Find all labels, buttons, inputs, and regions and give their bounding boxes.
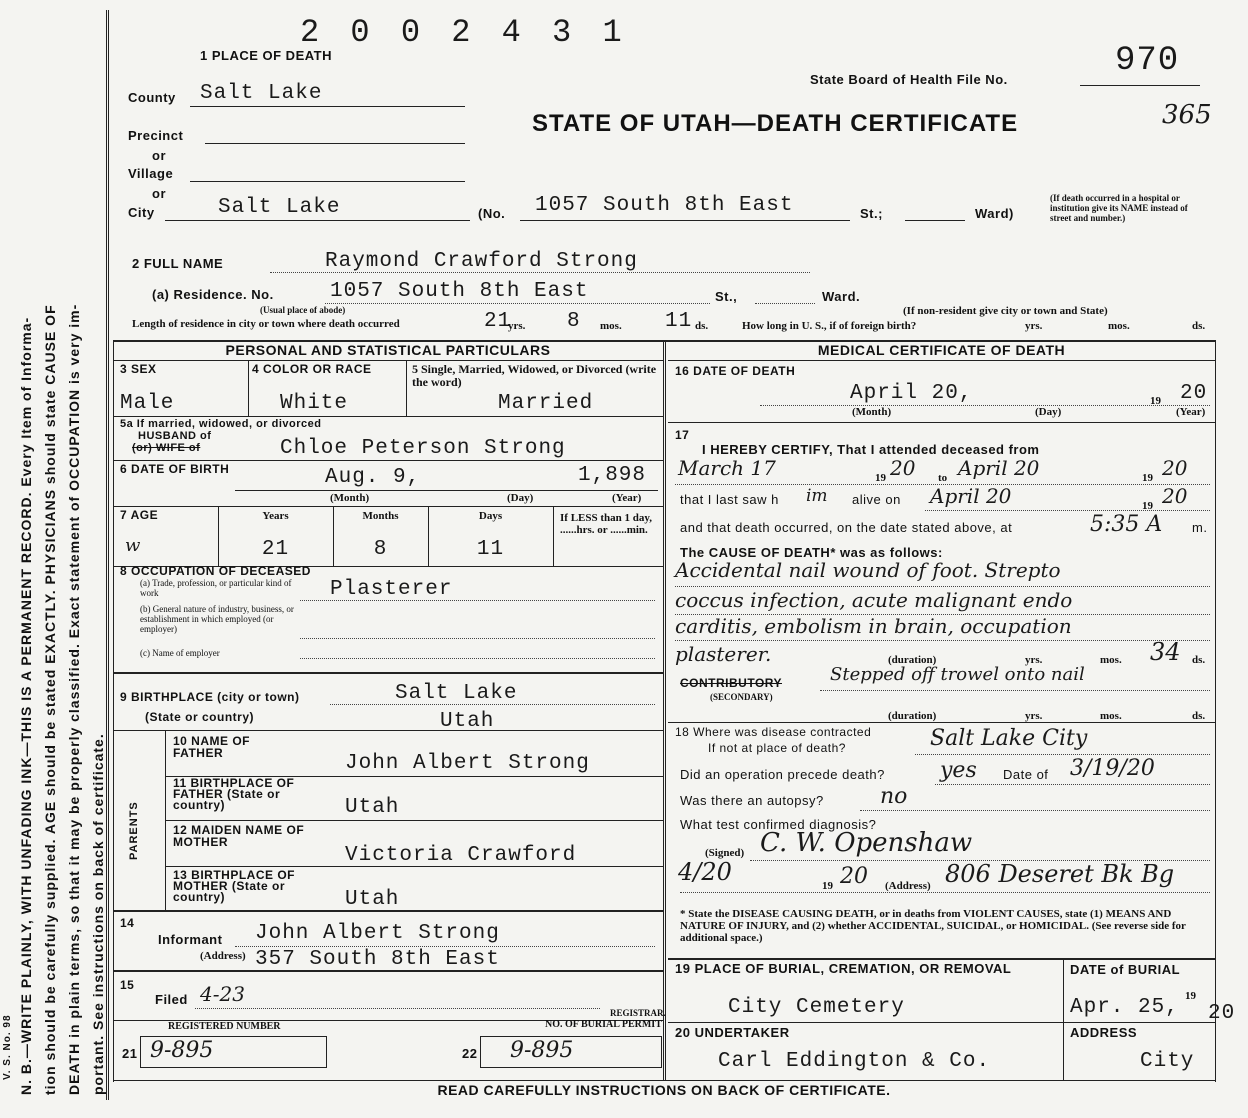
contracted-rule: [915, 754, 1210, 755]
row-sex-bottom: [113, 416, 663, 417]
sign-address-rule: [680, 892, 1210, 893]
length-of-residence-label: Length of residence in city or town where death occurred: [132, 318, 400, 330]
sex-divider: [248, 360, 249, 416]
street-no-label: (No.: [478, 206, 506, 221]
filed-no: 15: [120, 978, 135, 992]
row-informant-bottom: [113, 970, 663, 972]
occupation-value: Plasterer: [330, 578, 453, 601]
dob-year: 1,898: [578, 464, 647, 487]
or-label-1: or: [152, 148, 166, 163]
medical-section-title: MEDICAL CERTIFICATE OF DEATH: [817, 342, 1066, 358]
city-value: Salt Lake: [218, 196, 341, 219]
cause-rule-3: [675, 640, 1210, 641]
dod-day-cap: (Day): [1035, 406, 1062, 418]
age-years-value: 21: [261, 538, 290, 561]
marital-label: 5 Single, Married, Widowed, or Divorced (write the word): [412, 362, 657, 389]
spouse-label-2: HUSBAND of: [138, 430, 212, 442]
residence-years: 21: [484, 310, 512, 333]
marital-value: Married: [498, 392, 594, 415]
usual-abode-note: (Usual place of abode): [260, 305, 346, 315]
precinct-line: [205, 143, 465, 144]
city-line: [165, 220, 470, 221]
cause-label: The CAUSE OF DEATH* was as follows:: [680, 545, 943, 560]
age-days-label: Days: [478, 510, 503, 522]
alive-on-label: alive on: [852, 492, 901, 507]
duration-label-2: (duration): [888, 710, 937, 722]
from-date: March 17: [678, 456, 776, 480]
row-parents-bottom: [113, 910, 663, 912]
burial-date-value: Apr. 25,: [1070, 996, 1179, 1019]
grid-bottom: [113, 1080, 1215, 1081]
reg-22: 22: [462, 1046, 478, 1061]
occupation-line-b: [300, 638, 655, 639]
cause-line-2: coccus infection, acute malignant endo: [675, 588, 1073, 612]
birthplace-label: 9 BIRTHPLACE (city or town): [120, 690, 300, 704]
duration-yrs-2: yrs.: [1025, 710, 1043, 722]
duration-months-value: 34: [1150, 638, 1181, 666]
how-long-label: How long in U. S., if of foreign birth?: [742, 320, 917, 332]
row-birthplace-bottom: [113, 730, 663, 731]
birthplace-state-label: (State or country): [145, 710, 255, 724]
grid-right: [1215, 340, 1216, 1082]
filed-label: Filed: [155, 992, 188, 1007]
row-spouse-bottom: [113, 460, 663, 461]
mother-line: [165, 866, 663, 867]
undertaker-label: 20 UNDERTAKER: [675, 1025, 790, 1040]
informant-address-value: 357 South 8th East: [255, 948, 500, 971]
residence-months: 8: [567, 310, 581, 333]
burial-permit-value: 9-895: [510, 1038, 574, 1063]
mother-value: Victoria Crawford: [345, 844, 577, 867]
father-bp-line: [165, 820, 663, 821]
residence-days: 11: [665, 310, 693, 333]
age-div-4: [553, 506, 554, 566]
city-label: City: [128, 205, 155, 220]
stamp-number: 2 0 0 2 4 3 1: [300, 14, 628, 51]
registrar-label: REGISTRAR.: [610, 1008, 666, 1018]
side-note-line-3: DEATH in plain terms, so that it may be properly classified. Exact statement of OCCUPATION is very im-: [66, 303, 82, 1095]
certify-label: I HEREBY CERTIFY, That I attended deceased from: [702, 442, 1040, 457]
age-label: 7 AGE: [120, 508, 159, 522]
father-value: John Albert Strong: [345, 752, 590, 775]
alive-year: 20: [1162, 484, 1188, 508]
ward-line: [905, 220, 965, 221]
item18-label: 18 Where was disease contracted: [675, 725, 872, 739]
occupation-b-label: (b) General nature of industry, business, or establishment in which employed (or employer): [140, 604, 294, 634]
informant-address-label: (Address): [200, 950, 246, 962]
dob-month-cap: (Month): [330, 492, 370, 504]
parents-label: PARENTS: [128, 801, 140, 860]
ds-label: ds.: [695, 320, 709, 332]
burial-date-19: 19: [1185, 990, 1196, 1002]
cause-rule-1: [675, 586, 1210, 587]
residence-ward: Ward.: [822, 289, 861, 304]
section-title-line-left: [113, 360, 663, 361]
operation-date-value: 3/19/20: [1070, 756, 1155, 781]
color-value: White: [280, 392, 349, 415]
item17-label: 17: [675, 428, 690, 442]
cause-footnote: * State the DISEASE CAUSING DEATH, or in deaths from VIOLENT CAUSES, state (1) MEANS AND NATURE OF INJURY, and (2) whether ACCIDENTAL, SUICIDAL, or HOMICIDAL. (See reverse side for additional space.): [680, 908, 1186, 944]
father-birthplace-value: Utah: [345, 796, 400, 819]
age-months-value: 8: [373, 538, 388, 561]
informant-value: John Albert Strong: [255, 922, 500, 945]
spouse-label-3: (or) WIFE of: [132, 442, 201, 454]
left-border: [106, 10, 109, 1100]
place-of-death-label: 1 PLACE OF DEATH: [200, 48, 332, 63]
father-birthplace-label: 11 BIRTHPLACE OF FATHER (State or country): [173, 776, 295, 812]
registered-number-value: 9-895: [150, 1038, 214, 1063]
secondary-label: (SECONDARY): [710, 692, 773, 702]
sex-label: 3 SEX: [120, 362, 157, 376]
dod-year-cap: (Year): [1176, 406, 1206, 418]
to-year: 20: [1162, 456, 1188, 480]
residence-line: [325, 303, 710, 304]
file-label: State Board of Health File No.: [810, 72, 1008, 87]
mother-birthplace-label: 13 BIRTHPLACE OF MOTHER (State or country): [173, 868, 296, 904]
time-m: m.: [1192, 520, 1208, 535]
birthplace-line: [330, 704, 655, 705]
age-days-value: 11: [476, 538, 505, 561]
residence-value: 1057 South 8th East: [330, 280, 589, 303]
certificate-title: STATE OF UTAH—DEATH CERTIFICATE: [532, 110, 1019, 137]
contracted-value: Salt Lake City: [930, 726, 1088, 751]
contributory-cause: Stepped off trowel onto nail: [830, 664, 1085, 685]
burial-date-year: 20: [1208, 1002, 1236, 1025]
or-label-2: or: [152, 186, 166, 201]
occupation-label: 8 OCCUPATION OF DECEASED: [120, 564, 311, 578]
last-saw-him: im: [806, 486, 828, 506]
sign-address: 806 Deseret Bk Bg: [945, 860, 1175, 888]
alive-line: [925, 510, 1210, 511]
mos-label: mos.: [600, 320, 622, 332]
reg-21: 21: [122, 1046, 138, 1061]
contributory-label: CONTRIBUTORY: [680, 676, 782, 690]
operation-rule: [935, 784, 1210, 785]
street-st-label: St.;: [860, 206, 883, 221]
alive-19: 19: [1142, 500, 1153, 512]
dob-day-cap: (Day): [507, 492, 534, 504]
burial-divider: [1063, 958, 1064, 1080]
nonresident-note: (If non-resident give city or town and State): [903, 305, 1108, 317]
occurred-label: and that death occurred, on the date stated above, at: [680, 520, 1013, 535]
row-medical-bottom: [668, 958, 1215, 960]
file-number-line: [1080, 85, 1200, 86]
undertaker-value: Carl Eddington & Co.: [718, 1050, 991, 1073]
not-place-label: If not at place of death?: [708, 741, 846, 755]
residence-st: St.,: [715, 289, 738, 304]
autopsy-question: Was there an autopsy?: [680, 793, 824, 808]
age-mark: w: [125, 535, 141, 556]
operation-date-label: Date of: [1003, 767, 1049, 782]
date-of-death-value: April 20,: [850, 382, 973, 405]
full-name-label: 2 FULL NAME: [132, 256, 224, 271]
contrib-rule: [820, 690, 1210, 691]
residence-label: (a) Residence. No.: [152, 287, 274, 302]
burial-date-label: DATE of BURIAL: [1070, 962, 1181, 977]
sign-year: 20: [840, 864, 868, 889]
street-value: 1057 South 8th East: [535, 194, 794, 217]
birthplace-city-value: Salt Lake: [395, 682, 518, 705]
file-number: 970: [1115, 42, 1180, 80]
signed-label: (Signed): [705, 847, 745, 859]
dob-month-day: Aug. 9,: [325, 466, 421, 489]
mother-label: 12 MAIDEN NAME OF MOTHER: [173, 823, 305, 849]
section-title-line-right: [668, 360, 1215, 361]
mother-birthplace-value: Utah: [345, 888, 400, 911]
full-name-value: Raymond Crawford Strong: [325, 250, 638, 273]
sign-date: 4/20: [678, 858, 732, 886]
row-dob-bottom: [113, 506, 663, 507]
duration-ds-2: ds.: [1192, 710, 1206, 722]
duration-label-1: (duration): [888, 654, 937, 666]
spouse-label-1: 5a If married, widowed, or divorced: [120, 418, 322, 430]
spouse-value: Chloe Peterson Strong: [280, 437, 566, 460]
side-note-line-4: portant. See instructions on back of certificate.: [90, 733, 106, 1095]
row-burial-bottom: [668, 1022, 1215, 1023]
burial-permit-label: NO. OF BURIAL PERMIT: [545, 1019, 662, 1030]
filed-date: 4-23: [200, 982, 245, 1006]
color-label: 4 COLOR OR RACE: [252, 362, 372, 376]
father-label: 10 NAME OF FATHER: [173, 734, 251, 760]
burial-place-value: City Cemetery: [728, 996, 905, 1019]
occupation-line-c: [300, 658, 655, 659]
cause-line-1: Accidental nail wound of foot. Strepto: [675, 558, 1061, 582]
cause-line-4: plasterer.: [675, 642, 772, 666]
last-saw-label: that I last saw h: [680, 492, 779, 507]
county-label: County: [128, 90, 176, 105]
row-dod-bottom: [668, 422, 1215, 423]
autopsy-value: no: [880, 784, 908, 809]
county-value: Salt Lake: [200, 82, 323, 105]
residence-ward-line: [755, 303, 815, 304]
row-occ-bottom: [113, 672, 663, 674]
occupation-c-label: (c) Name of employer: [140, 648, 220, 658]
test-question: What test confirmed diagnosis?: [680, 817, 877, 832]
color-divider: [406, 360, 407, 416]
form-number: V. S. No. 98: [2, 1014, 13, 1080]
hand-number: 365: [1162, 100, 1212, 130]
from-year: 20: [890, 456, 916, 480]
birthplace-state-value: Utah: [440, 710, 495, 733]
village-label: Village: [128, 166, 174, 181]
dod-month-cap: (Month): [852, 406, 892, 418]
dob-label: 6 DATE OF BIRTH: [120, 462, 230, 476]
to-19: 19: [1142, 472, 1153, 484]
to-label: to: [938, 472, 948, 484]
date-of-death-year: 20: [1180, 382, 1208, 405]
date-of-death-label: 16 DATE OF DEATH: [675, 364, 796, 378]
date-of-death-19: 19: [1150, 395, 1161, 407]
informant-no: 14: [120, 916, 135, 930]
age-months-label: Months: [362, 510, 399, 522]
operation-question: Did an operation precede death?: [680, 767, 885, 782]
ds-label-2: ds.: [1192, 320, 1206, 332]
time-of-death: 5:35 A: [1090, 512, 1163, 537]
operation-value: yes: [940, 758, 977, 783]
occupation-a-label: (a) Trade, profession, or particular kind of work: [140, 578, 292, 598]
dob-year-cap: (Year): [612, 492, 642, 504]
age-less-label: If LESS than 1 day, ......hrs. or ......min.: [560, 512, 653, 536]
street-line: [520, 220, 850, 221]
mos-label-2: mos.: [1108, 320, 1130, 332]
sign-address-label: (Address): [885, 880, 931, 892]
duration-mos-2: mos.: [1100, 710, 1122, 722]
date-of-death-line: [760, 405, 1210, 406]
burial-place-label: 19 PLACE OF BURIAL, CREMATION, OR REMOVAL: [675, 961, 1012, 976]
alive-date: April 20: [930, 484, 1012, 508]
yrs-label-2: yrs.: [1025, 320, 1043, 332]
county-line: [190, 106, 465, 107]
signature: C. W. Openshaw: [760, 828, 973, 858]
burial-address-value: City: [1140, 1050, 1195, 1073]
to-date: April 20: [958, 456, 1040, 480]
occupation-line-a: [300, 600, 655, 601]
dob-line: [235, 490, 658, 491]
duration-mos-1: mos.: [1100, 654, 1122, 666]
filed-line: [195, 1008, 600, 1009]
footer-instructions: READ CAREFULLY INSTRUCTIONS ON BACK OF CERTIFICATE.: [437, 1082, 891, 1098]
reg-number-label: REGISTERED NUMBER: [168, 1021, 281, 1032]
yrs-label: yrs.: [508, 320, 526, 332]
cause-line-3: carditis, embolism in brain, occupation: [675, 614, 1072, 638]
hospital-note: (If death occurred in a hospital or institution give its NAME instead of street and number.): [1050, 193, 1188, 223]
side-note-line-2: tion should be carefully supplied. AGE should be stated EXACTLY. PHYSICIANS should state CAUSE OF: [42, 304, 58, 1095]
row-cause-bottom: [668, 722, 1215, 723]
village-line: [190, 181, 465, 182]
sex-value: Male: [120, 392, 175, 415]
informant-line: [235, 946, 655, 947]
precinct-label: Precinct: [128, 128, 184, 143]
ward-label: Ward): [975, 206, 1014, 221]
duration-ds-1: ds.: [1192, 654, 1206, 666]
duration-yrs-1: yrs.: [1025, 654, 1043, 666]
age-years-label: Years: [262, 510, 289, 522]
from-19: 19: [875, 472, 886, 484]
burial-address-label: ADDRESS: [1070, 1025, 1138, 1040]
personal-section-title: PERSONAL AND STATISTICAL PARTICULARS: [225, 342, 551, 358]
sign-19: 19: [822, 880, 833, 892]
informant-label: Informant: [158, 932, 223, 947]
grid-middle: [663, 340, 666, 1080]
side-note-line-1: N. B.—WRITE PLAINLY, WITH UNFADING INK—THIS IS A PERMANENT RECORD. Every Item of Informa-: [18, 316, 34, 1095]
autopsy-rule: [860, 810, 1210, 811]
